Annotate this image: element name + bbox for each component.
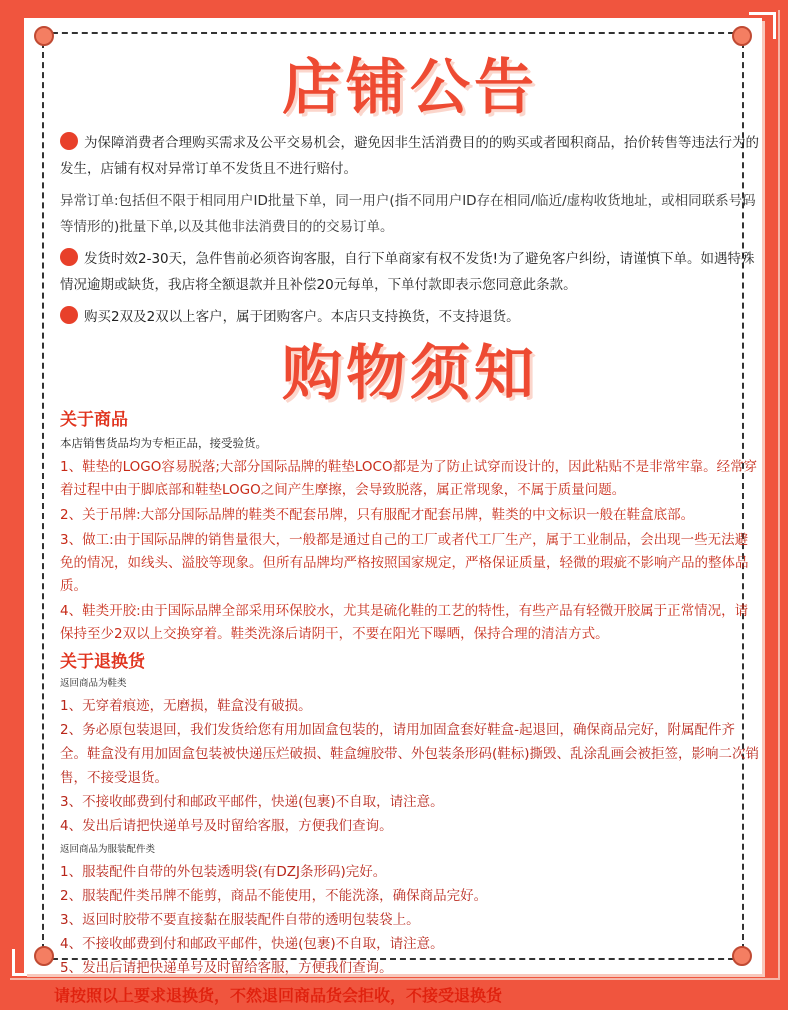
shoes-item-1: 1、无穿着痕迹，无磨损，鞋盒没有破损。	[60, 698, 312, 714]
shoes-item-3: 3、不接收邮费到付和邮政平邮件，快递(包裹)不自取，请注意。	[60, 794, 444, 810]
notice-text: 为保障消费者合理购买需求及公平交易机会，避免因非生活消费目的的购买或者囤积商品，抬价转售等违法行为的发生，店铺有权对异常订单不发货且不进行赔付。	[60, 135, 759, 177]
about-goods-intro: 本店销售货品均为专柜正品，接受验货。	[60, 436, 267, 450]
about-goods-heading: 关于商品	[60, 410, 128, 430]
notice-paragraph-3	[60, 246, 760, 298]
bullet-dot-icon	[60, 248, 78, 266]
shoes-item-2: 2、务必原包装退回，我们发货给您有用加固盒包装的，请用加固盒套好鞋盒-起退回，确保商品完好，附属配件齐全。鞋盒没有用加固盒包装被快递压烂破损、鞋盒缠胶带、外包装条形码(鞋标)撕毁、乱涂乱画会被拒签，影响二次销售，不接受退货。	[60, 722, 760, 786]
shoes-item-4: 4、发出后请把快递单号及时留给客服，方便我们查询。	[60, 818, 393, 834]
apparel-item-2: 2、服装配件类吊牌不能剪，商品不能使用，不能洗涤，确保商品完好。	[60, 888, 488, 904]
apparel-item-4: 4、不接收邮费到付和邮政平邮件，快递(包裹)不自取，请注意。	[60, 936, 444, 952]
bullet-dot-icon	[60, 132, 78, 150]
apparel-subheading: 返回商品为服装配件类	[60, 844, 156, 855]
content	[54, 48, 760, 1010]
notice-text: 购买2双及2双以上客户，属于团购客户。本店只支持换货，不支持退货。	[84, 309, 520, 325]
notice-paragraph-1	[60, 130, 760, 182]
apparel-item-3: 3、返回时胶带不要直接黏在服装配件自带的透明包装袋上。	[60, 912, 420, 928]
notice-paragraph-4	[60, 304, 760, 330]
pin-icon	[732, 26, 752, 46]
apparel-item-5: 5、发出后请把快递单号及时留给客服，方便我们查询。	[60, 960, 393, 976]
notice-paragraph-2: 异常订单:包括但不限于相同用户ID批量下单，同一用户(指不同用户ID存在相同/临近/虚构收货地址，或相同联系号码等情形的)批量下单,以及其他非法消费目的的交易订单。	[60, 193, 756, 235]
goods-item-1: 1、鞋垫的LOGO容易脱落;大部分国际品牌的鞋垫LOCO都是为了防止试穿而设计的，因此粘贴不是非常牢靠。经常穿着过程中由于脚底部和鞋垫LOGO之间产生摩擦，会导致脱落，属正常现象，不属于质量问题。	[60, 459, 758, 498]
shopping-guide-title: 购物须知	[282, 339, 538, 409]
goods-item-4: 4、鞋类开胶:由于国际品牌全部采用环保胶水，尤其是硫化鞋的工艺的特性，有些产品有轻微开胶属于正常情况，请保持至少2双以上交换穿着。鞋类洗涤后请阴干，不要在阳光下曝晒，保持合理的清洁方式。	[60, 603, 749, 642]
return-heading: 关于退换货	[60, 652, 145, 672]
goods-item-2: 2、关于吊牌:大部分国际品牌的鞋类不配套吊牌，只有服配才配套吊牌，鞋类的中文标识一般在鞋盒底部。	[60, 507, 695, 523]
notice-panel	[24, 18, 762, 1005]
pin-icon	[34, 946, 54, 966]
apparel-item-1: 1、服装配件自带的外包装透明袋(有DZJ条形码)完好。	[60, 864, 387, 880]
goods-item-3: 3、做工:由于国际品牌的销售量很大，一般都是通过自己的工厂或者代工厂生产，属于工业制品，会出现一些无法避免的情况，如线头、溢胶等现象。但所有品牌均严格按照国家规定，严格保证质量，轻微的瑕疵不影响产品的整体品质。	[60, 532, 749, 594]
bullet-dot-icon	[60, 306, 78, 324]
final-warning: 请按照以上要求退换货，不然退回商品货会拒收，不接受退换货	[54, 986, 503, 1005]
shoes-subheading: 返回商品为鞋类	[60, 678, 127, 689]
notice-text: 发货时效2-30天，急件售前必须咨询客服，自行下单商家有权不发货!为了避免客户纠纷，请谨慎下单。如遇特殊情况逾期或缺货，我店将全额退款并且补偿20元每单，下单付款即表示您同意此条款。	[60, 251, 755, 293]
store-notice-title: 店铺公告	[282, 53, 538, 123]
pin-icon	[34, 26, 54, 46]
